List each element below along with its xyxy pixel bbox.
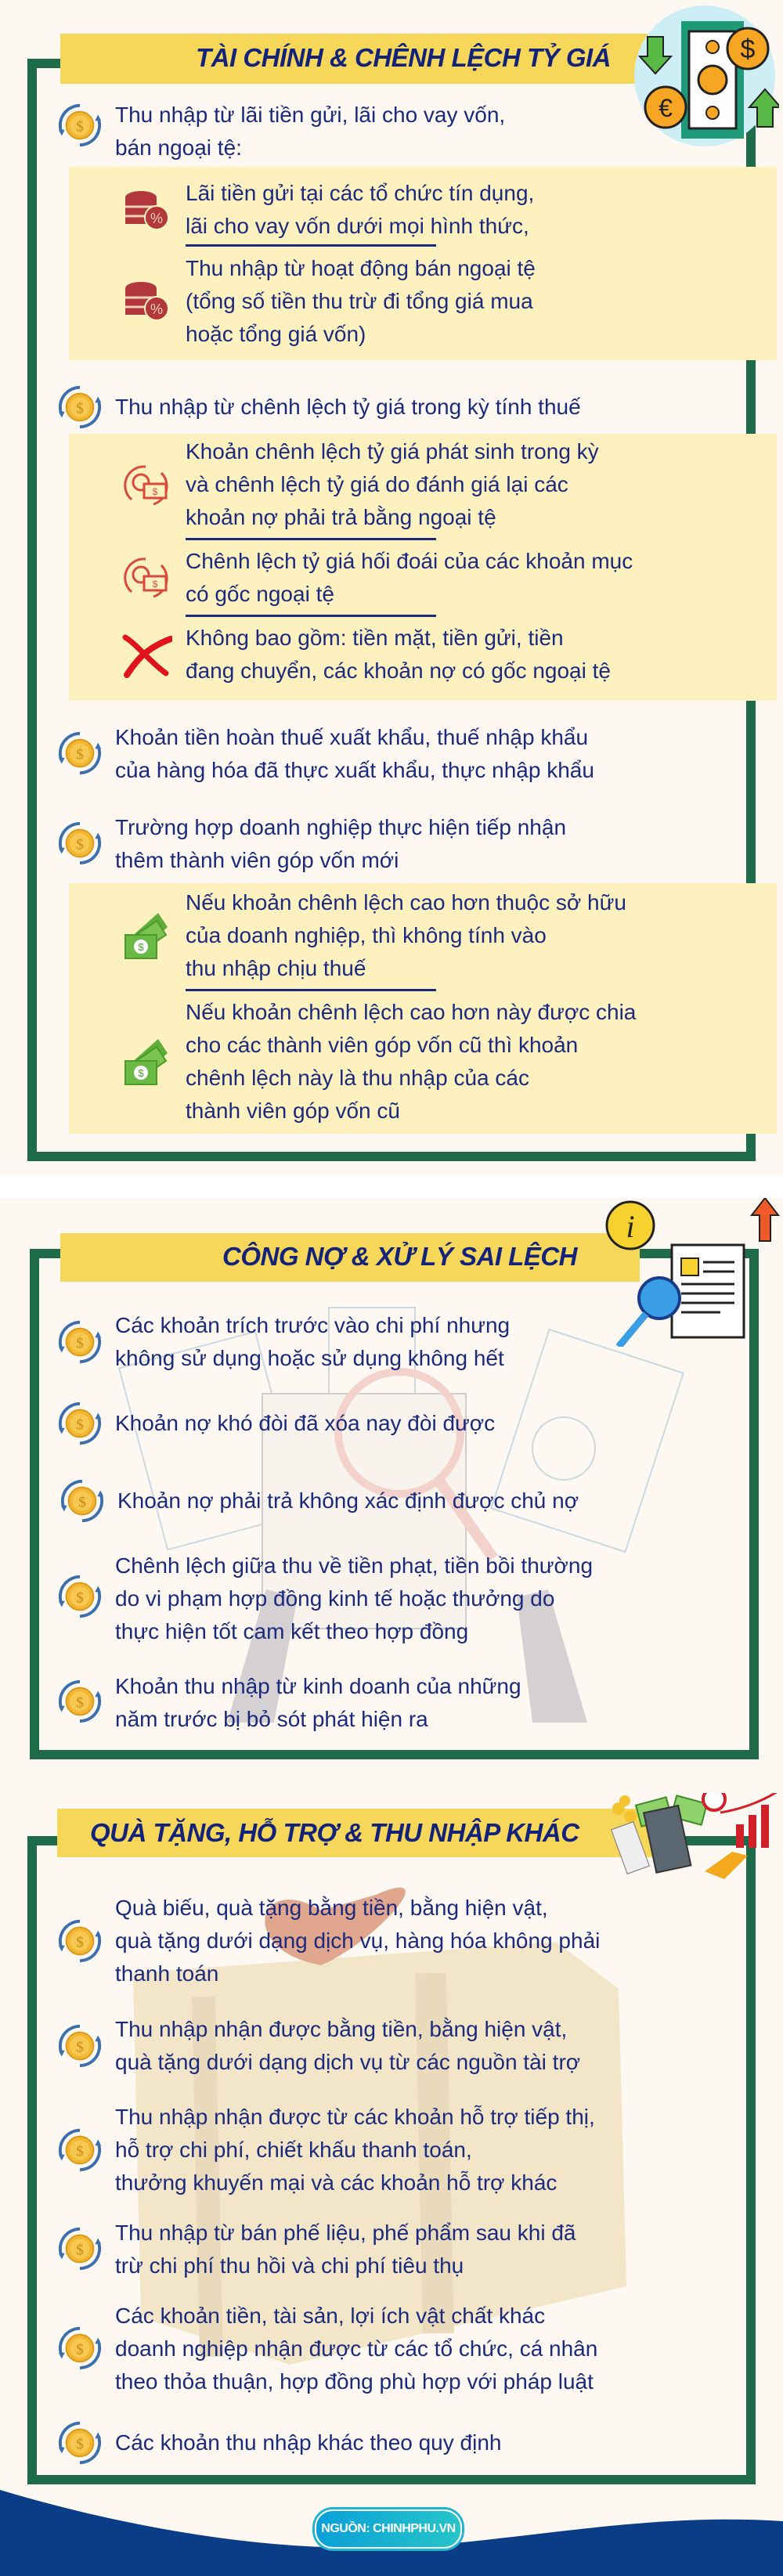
dollar-coin-cycle-icon [57,1401,103,1446]
divider [186,615,436,617]
source-badge: NGUỒN: CHINHPHU.VN [315,2509,462,2549]
exchange-money-illustration-icon [630,2,779,150]
dollar-coin-cycle-icon [57,384,103,430]
list-item: Thu nhập từ lãi tiền gửi, lãi cho vay vốn, bán ngoại tệ: [115,103,506,160]
dollar-coin-cycle-icon [57,103,103,148]
cash-bills-icon [122,1036,172,1086]
section-debt-title: CÔNG NỢ & XỬ LÝ SAI LỆCH [222,1242,578,1271]
sub-item: Nếu khoản chênh lệch cao hơn thuộc sở hữu của doanh nghiệp, thì không tính vào thu nhập chịu thuế [186,890,626,980]
list-item: Các khoản tiền, tài sản, lợi ích vật chất khác doanh nghiệp nhận được từ các tổ chức, cá nhân theo thỏa thuận, hợp đồng phù hợp với pháp luật [115,2304,598,2394]
dollar-coin-cycle-icon [57,821,103,866]
svg-text:i: i [626,1209,635,1244]
sub-item: Chênh lệch tỷ giá hối đoái của các khoản mục có gốc ngoại tệ [186,549,633,606]
dollar-coin-cycle-icon [57,1918,103,1964]
dollar-coin-cycle-icon [57,2420,103,2466]
info-search-document-illustration-icon [603,1198,783,1347]
list-item: Các khoản thu nhập khác theo quy định [115,2430,502,2455]
list-item: Khoản tiền hoàn thuế xuất khẩu, thuế nhập khẩu của hàng hóa đã thực xuất khẩu, thực nhập khẩu [115,725,594,782]
list-item: Khoản nợ phải trả không xác định được chủ nợ [117,1488,579,1513]
sub-item: Lãi tiền gửi tại các tổ chức tín dụng, lãi cho vay vốn dưới mọi hình thức, [186,181,535,238]
svg-text:€: € [659,94,673,122]
dollar-coin-cycle-icon [57,2127,103,2173]
currency-exchange-icon [122,553,172,603]
sub-item: Khoản chênh lệch tỷ giá phát sinh trong kỳ và chênh lệch tỷ giá do đánh giá lại các khoản nợ phải trả bằng ngoại tệ [186,439,599,529]
list-item: Trường hợp doanh nghiệp thực hiện tiếp nhận thêm thành viên góp vốn mới [115,815,567,872]
dollar-coin-cycle-icon [60,1478,105,1524]
divider [186,538,436,540]
divider [186,989,436,991]
currency-exchange-icon [122,460,172,511]
coins-percent-icon [122,276,172,326]
list-item: Thu nhập từ chênh lệch tỷ giá trong kỳ tính thuế [115,395,581,419]
list-item: Thu nhập nhận được từ các khoản hỗ trợ tiếp thị, hỗ trợ chi phí, chiết khấu thanh toán, thưởng khuyến mại và các khoản hỗ trợ khác [115,2105,595,2195]
coins-percent-icon [122,185,172,235]
list-item: Các khoản trích trước vào chi phí nhưng không sử dụng hoặc sử dụng không hết [115,1313,511,1370]
dollar-coin-cycle-icon [57,2226,103,2271]
list-item: Khoản thu nhập từ kinh doanh của những năm trước bị bỏ sót phát hiện ra [115,1674,521,1731]
sub-item: Thu nhập từ hoạt động bán ngoại tệ (tổng số tiền thu trừ đi tổng giá mua hoặc tổng giá vốn) [186,256,536,346]
list-item: Quà biếu, quà tặng bằng tiền, bằng hiện vật, quà tặng dưới dạng dịch vụ, hàng hóa không phải thanh toán [115,1896,601,1986]
dollar-coin-cycle-icon [57,1319,103,1365]
sub-item: Nếu khoản chênh lệch cao hơn này được chia cho các thành viên góp vốn cũ thì khoản chênh lệch này là thu nhập của các thành viên góp vốn cũ [186,1000,637,1123]
sub-item: Không bao gồm: tiền mặt, tiền gửi, tiền đang chuyển, các khoản nợ có gốc ngoại tệ [186,626,611,683]
money-calculator-growth-illustration-icon [595,1793,783,1887]
dollar-coin-cycle-icon [57,731,103,776]
section-separator [0,1174,783,1198]
divider [186,244,436,247]
dollar-coin-cycle-icon [57,1679,103,1724]
dollar-coin-cycle-icon [57,1574,103,1619]
dollar-coin-cycle-icon [57,2325,103,2371]
dollar-coin-cycle-icon [57,2023,103,2069]
list-item: Chênh lệch giữa thu về tiền phạt, tiền bồi thường do vi phạm hợp đồng kinh tế hoặc thưởng do thực hiện tốt cam kết theo hợp đồng [115,1553,594,1643]
list-item: Thu nhập nhận được bằng tiền, bằng hiện vật, quà tặng dưới dạng dịch vụ từ các nguồn tài trợ [115,2017,581,2074]
section-other-title: QUÀ TẶNG, HỖ TRỢ & THU NHẬP KHÁC [90,1818,579,1847]
list-item: Thu nhập từ bán phế liệu, phế phẩm sau khi đã trừ chi phí thu hồi và chi phí tiêu thụ [115,2221,576,2278]
list-item: Khoản nợ khó đòi đã xóa nay đòi được [115,1411,496,1435]
svg-text:$: $ [740,34,756,64]
section-finance-title: TÀI CHÍNH & CHÊNH LỆCH TỶ GIÁ [196,43,611,72]
cash-bills-icon [122,910,172,960]
red-x-icon [122,630,172,680]
